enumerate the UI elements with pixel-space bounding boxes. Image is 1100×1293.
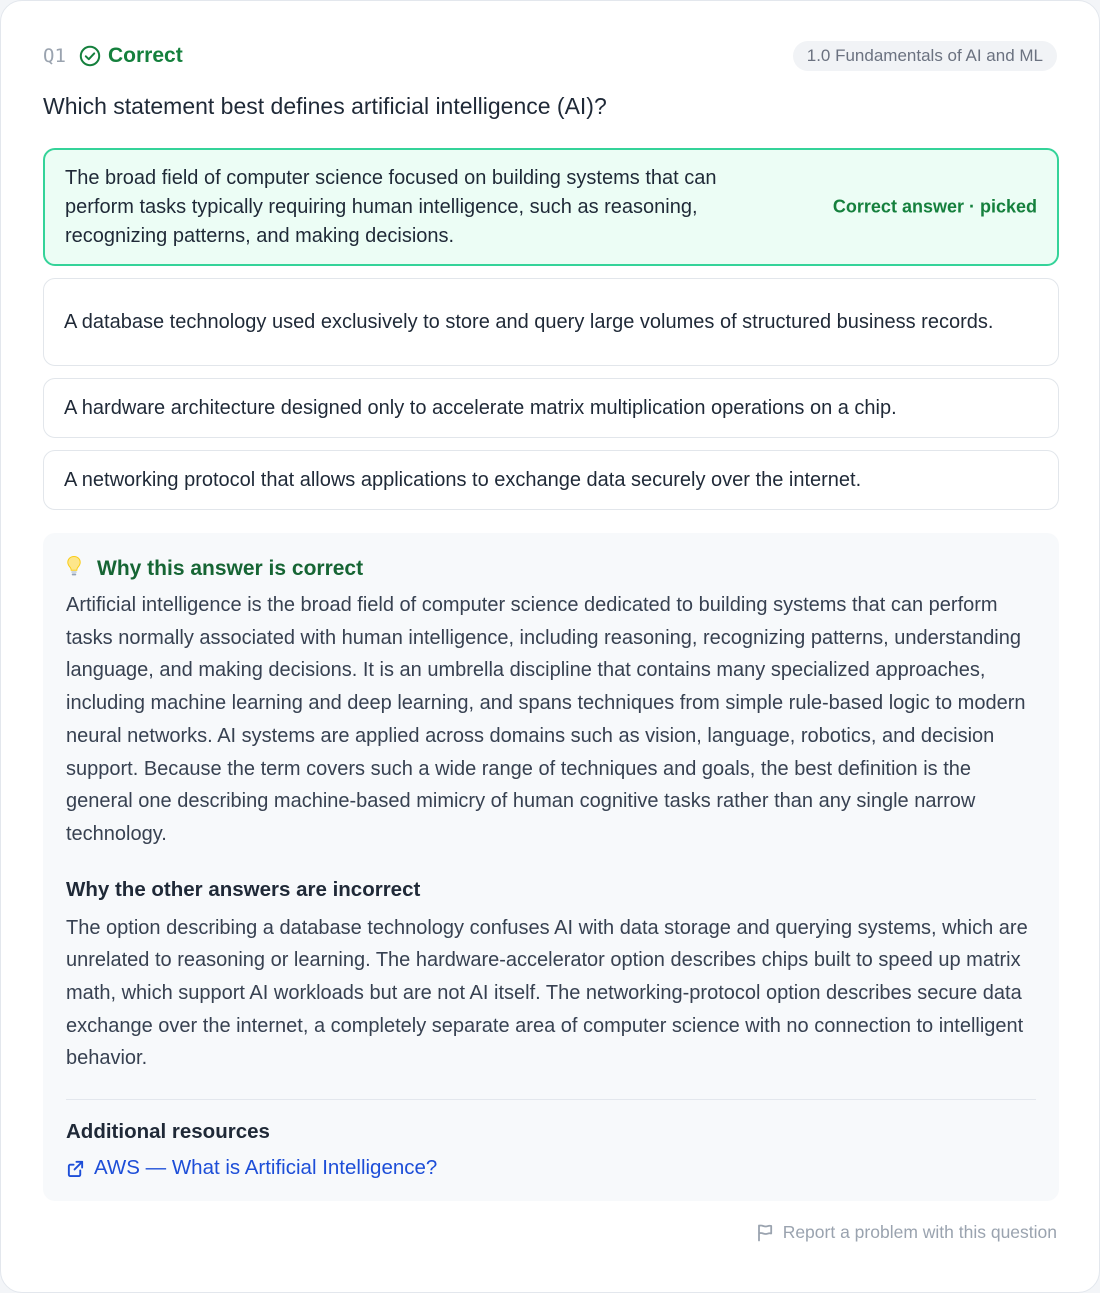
resource-link[interactable] [66, 1156, 1036, 1180]
answer-options [43, 148, 1059, 522]
explanation-body: Artificial intelligence is the broad field of computer science dedicated to building systems that can perform tasks normally associated with human intelligence, including reasoning, recognizing patterns, understanding language, and making decisions. It is an umbrella discipline that contains many specialized approaches, including machine learning and deep learning, and spans techniques from simple rule-based logic to modern neural networks. AI systems are applied across domains such as vision, language, robotics, and decision support. Because the term covers such a wide range of techniques and goals, the best definition is the general one describing machine-based mimicry of human cognitive tasks rather than any single narrow technology. [66, 594, 1026, 845]
answer-option[interactable] [43, 378, 1059, 438]
answer-option-correct[interactable] [43, 148, 1059, 266]
answer-option-text: A networking protocol that allows applications to exchange data securely over the internet. [64, 468, 862, 491]
answer-option-text: A database technology used exclusively to store and query large volumes of structured business records. [64, 310, 994, 333]
report-problem-label: Report a problem with this question [782, 1222, 1057, 1242]
check-circle-icon [79, 45, 101, 67]
answer-option-text: The broad field of computer science focused on building systems that can perform tasks typically requiring human intelligence, such as reasoning, recognizing patterns, and making decisions. [65, 166, 717, 247]
explanation-title [66, 555, 1036, 583]
result-status-label: Correct [108, 44, 183, 67]
report-problem-link[interactable] [756, 1222, 1057, 1243]
answer-option[interactable] [43, 450, 1059, 510]
flag-icon [756, 1223, 774, 1242]
incorrect-answers-title: Why the other answers are incorrect [66, 877, 421, 901]
external-link-icon [66, 1159, 85, 1178]
resource-link-label: AWS — What is Artificial Intelligence? [94, 1156, 438, 1180]
question-header [43, 1, 1057, 119]
resources-title: Additional resources [66, 1120, 270, 1144]
answer-option[interactable] [43, 278, 1059, 366]
question-number: Q1 [43, 45, 66, 67]
question-text: Which statement best defines artificial intelligence (AI)? [43, 93, 607, 119]
divider [66, 1099, 1036, 1100]
topic-badge: 1.0 Fundamentals of AI and ML [793, 41, 1057, 71]
correct-picked-label: Correct answer · picked [832, 196, 1037, 217]
answer-option-text: A hardware architecture designed only to accelerate matrix multiplication operations on a chip. [64, 396, 897, 419]
result-status [79, 44, 183, 68]
explanation-panel [43, 533, 1059, 1201]
lightbulb-icon [66, 555, 86, 583]
explanation-title-label: Why this answer is correct [97, 557, 364, 580]
incorrect-answers-body: The option describing a database technology confuses AI with data storage and querying systems, which are unrelated to reasoning or learning. The hardware-accelerator option describes chips built to speed up matrix math, which support AI workloads but are not AI itself. The networking-protocol option describes secure data exchange over the internet, a completely separate area of computer science with no connection to intelligent behavior. [66, 916, 1028, 1070]
